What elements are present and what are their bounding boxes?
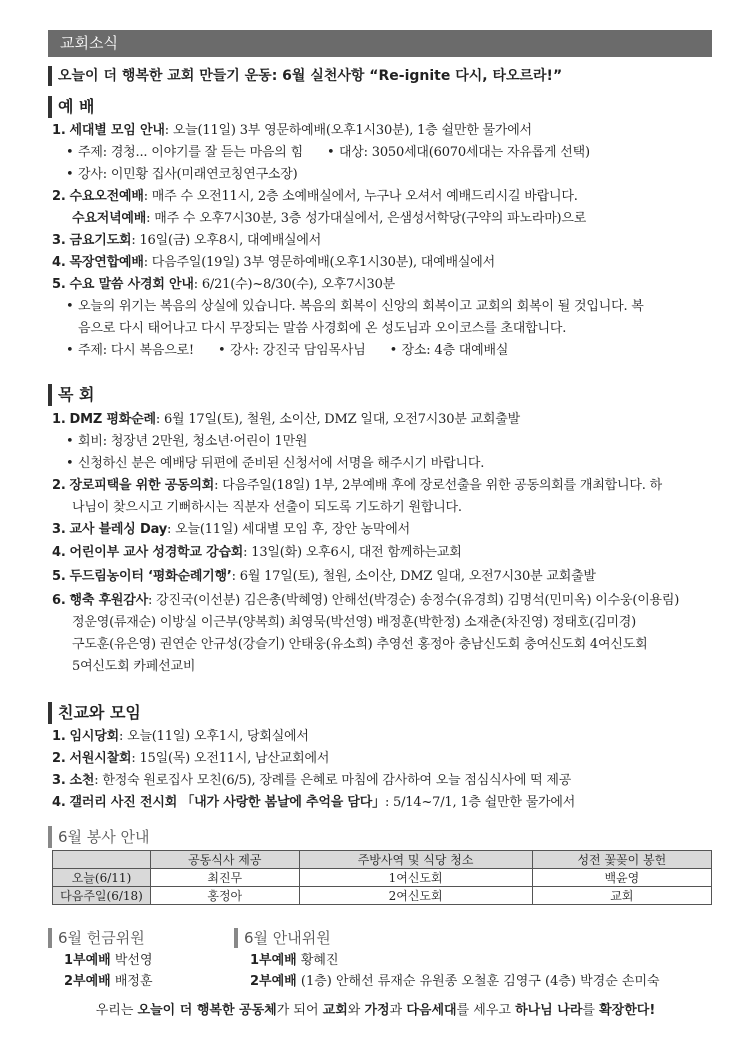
motto-emphasis: 다음세대 [406,1003,457,1018]
row-label: 1부예배 [64,953,111,968]
item-text: : 다음주일(18일) 1부, 2부예배 후에 장로선출을 위한 공동의회를 개최합니다. 하 [214,478,662,493]
worship-item-3 [52,230,716,252]
church-motto [0,1000,751,1022]
motto-emphasis: 확장한다! [599,1003,656,1018]
ministry-item-5 [52,566,716,588]
column-header: 공동식사 제공 [151,851,300,869]
item-label: 행축 후원감사 [69,593,149,608]
worship-item-1-bullets: • 주제: 경청... 이야기를 잘 듣는 마음의 힘 • 대상: 3050세대(6070세대는 자유롭게 선택) [66,145,590,160]
bullet-text: 장소: 4층 대예배실 [401,343,509,358]
motto-text: 가 되어 [276,1003,323,1018]
item-label: 세대별 모임 안내 [69,123,165,138]
church-news-header: 교회소식 [48,30,712,57]
bullet-text: 음으로 다시 태어나고 다시 무장되는 말씀 사경회에 온 성도님과 오이코스를 초대합니다. [78,321,567,336]
item-text: : 5/14~7/1, 1층 쉴만한 물가에서 [384,795,576,810]
item-label: 서원시찰회 [69,751,132,766]
worship-item-1 [52,120,716,142]
item-text: : 16일(금) 오후8시, 대예배실에서 [131,233,322,248]
service-table [52,850,712,905]
service-section-title: 6월 봉사 안내 [48,826,348,848]
row-names: 배정훈 [114,974,153,989]
ministry-item-2 [52,475,716,497]
table-header-row [53,851,712,869]
item-label: 수요저녁예배 [72,211,147,226]
item-number: 5. [52,277,66,292]
corner-cell [53,851,151,869]
item-number: 6. [52,593,66,608]
guide-committee-title: 6월 안내위원 [234,928,331,948]
bullet-text: 대상: 3050세대(6070세대는 자유롭게 선택) [338,145,590,160]
table-cell: 최진무 [151,869,300,887]
guide-row-1 [250,950,339,971]
bullet-text: 주제: 다시 복음으로! [78,343,194,358]
ministry-section-title: 목 회 [48,384,348,406]
table-cell: 교회 [532,887,711,905]
motto-text: 과 [389,1003,407,1018]
table-cell: 홍정아 [151,887,300,905]
worship-item-5 [52,274,716,296]
ministry-item-1-fee: • 회비: 청장년 2만원, 청소년·어린이 1만원 [66,434,308,449]
item-label: DMZ 평화순례 [69,412,156,427]
bullet-text: 강사: 강진국 담임목사님 [229,343,366,358]
row-label: 1부예배 [250,953,297,968]
item-text: 구도훈(유은영) 권연순 안규성(강슬기) 안태웅(유소희) 추영선 홍정아 충남신도회 충여신도회 4여신도회 [72,637,648,652]
row-names: 황혜진 [300,953,339,968]
row-label: 다음주일(6/18) [53,887,151,905]
ministry-item-6 [52,590,716,612]
item-number: 2. [52,478,66,493]
offering-committee-title: 6월 헌금위원 [48,928,145,948]
motto-emphasis: 가정 [364,1003,390,1018]
item-number: 3. [52,233,66,248]
item-text: : 한정숙 원로집사 모친(6/5), 장례를 은혜로 마침에 감사하여 오늘 점심식사에 떡 제공 [94,773,572,788]
item-text: : 매주 수 오전11시, 2층 소예배실에서, 누구나 오셔서 예배드리시길 바랍니다. [143,189,578,204]
bullet-text: 오늘의 위기는 복음의 상실에 있습니다. 복음의 회복이 신앙의 회복이고 교회의 회복이 될 것입니다. 복 [78,299,644,314]
row-names: (1층) 안해선 류재순 유원종 오철훈 김영구 (4층) 박경순 손미숙 [300,974,660,989]
item-text: : 강진국(이선분) 김은총(박혜영) 안해선(박경순) 송정수(유경희) 김명석(민미옥) 이수웅(이용림) [148,593,680,608]
item-label: 교사 블레싱 Day [69,522,168,537]
ministry-item-6-cont [52,612,736,634]
ministry-item-2-cont [52,497,736,519]
table-row [53,887,712,905]
item-label: 수요 말씀 사경회 안내 [69,277,194,292]
item-text: : 6/21(수)~8/30(수), 오후7시30분 [193,277,396,292]
fellowship-section-title: 친교와 모임 [48,702,348,724]
bullet-text: 주제: 경청... 이야기를 잘 듣는 마음의 힘 [78,145,303,160]
fellowship-item-3 [52,770,716,792]
ministry-item-4 [52,542,716,564]
motto-text: 와 [347,1003,365,1018]
offering-row-2 [64,971,153,992]
column-header: 주방사역 및 식당 청소 [299,851,532,869]
motto-text: 를 세우고 [456,1003,516,1018]
headline: 오늘이 더 행복한 교회 만들기 운동: 6월 실천사항 “Re-ignite 다시, 타오르라!” [48,66,712,86]
item-number: 3. [52,773,66,788]
ministry-item-1-signup: • 신청하신 분은 예배당 뒤편에 준비된 신청서에 서명을 해주시기 바랍니다. [66,456,485,471]
item-label: 목장연합예배 [69,255,144,270]
row-label: 2부예배 [64,974,111,989]
item-label: 갤러리 사진 전시회 「내가 사랑한 봄날에 추억을 담다」 [69,795,385,810]
ministry-item-6-cont [52,656,736,678]
bullet-text: 회비: 청장년 2만원, 청소년·어린이 1만원 [78,434,308,449]
worship-item-1-speaker: • 강사: 이민황 집사(미래연코칭연구소장) [66,167,298,182]
worship-item-5-details: • 주제: 다시 복음으로! • 강사: 강진국 담임목사님 • 장소: 4층 대예배실 [66,343,509,358]
item-text: 나님이 찾으시고 기뻐하시는 직분자 선출이 되도록 기도하기 원합니다. [72,500,462,515]
ministry-item-1 [52,409,716,431]
worship-item-4 [52,252,716,274]
item-number: 4. [52,255,66,270]
table-cell: 1여신도회 [299,869,532,887]
motto-emphasis: 오늘이 더 행복한 공동체 [137,1003,277,1018]
item-text: : 6월 17일(토), 철원, 소이산, DMZ 일대, 오전7시30분 교회출발 [231,569,596,584]
item-number: 1. [52,123,66,138]
guide-row-2 [250,971,660,992]
worship-section-title: 예 배 [48,96,348,118]
ministry-item-3 [52,519,716,541]
row-names: 박선영 [114,953,153,968]
item-text: 5여신도회 카페선교비 [72,659,196,674]
item-label: 장로피택을 위한 공동의회 [69,478,215,493]
item-label: 수요오전예배 [69,189,144,204]
bullet-text: 강사: 이민황 집사(미래연코칭연구소장) [78,167,298,182]
item-number: 2. [52,751,66,766]
worship-item-2 [52,186,716,208]
item-text: 정운영(류재순) 이방실 이근부(양복희) 최영묵(박선영) 배정훈(박한정) 소재춘(차진영) 정태호(김미경) [72,615,637,630]
motto-emphasis: 하나님 나라 [515,1003,583,1018]
bullet-text: 신청하신 분은 예배당 뒤편에 준비된 신청서에 서명을 해주시기 바랍니다. [78,456,485,471]
item-text: : 6월 17일(토), 철원, 소이산, DMZ 일대, 오전7시30분 교회출발 [155,412,520,427]
worship-item-2b [52,208,736,230]
fellowship-item-2 [52,748,716,770]
item-number: 1. [52,729,66,744]
column-header: 성전 꽃꽂이 봉헌 [532,851,711,869]
motto-text: 우리는 [95,1003,138,1018]
motto-emphasis: 교회 [322,1003,348,1018]
item-text: : 15일(목) 오전11시, 남산교회에서 [131,751,330,766]
ministry-item-6-cont [52,634,736,656]
item-number: 5. [52,569,66,584]
item-text: : 다음주일(19일) 3부 영문하예배(오후1시30분), 대예배실에서 [143,255,495,270]
item-label: 어린이부 교사 성경학교 강습회 [69,545,244,560]
item-label: 소천 [69,773,95,788]
item-label: 금요기도회 [69,233,132,248]
table-cell: 백윤영 [532,869,711,887]
item-number: 3. [52,522,66,537]
offering-row-1 [64,950,153,971]
item-number: 4. [52,795,66,810]
item-text: : 오늘(11일) 세대별 모임 후, 장안 농막에서 [167,522,410,537]
item-text: : 매주 수 오후7시30분, 3층 성가대실에서, 은샘성서학당(구약의 파노라마)으로 [146,211,587,226]
item-text: : 오늘(11일) 3부 영문하예배(오후1시30분), 1층 쉴만한 물가에서 [164,123,532,138]
item-label: 임시당회 [69,729,119,744]
item-number: 4. [52,545,66,560]
item-text: : 오늘(11일) 오후1시, 당회실에서 [118,729,309,744]
row-label: 2부예배 [250,974,297,989]
worship-item-5-desc-cont [52,318,742,340]
item-number: 2. [52,189,66,204]
fellowship-item-4 [52,792,716,814]
worship-item-5-desc: • 오늘의 위기는 복음의 상실에 있습니다. 복음의 회복이 신앙의 회복이고 교회의 회복이 될 것입니다. 복 [66,299,644,314]
item-number: 1. [52,412,66,427]
item-label: 두드림농이터 ‘평화순례기행’ [69,569,232,584]
table-row [53,869,712,887]
table-cell: 2여신도회 [299,887,532,905]
row-label: 오늘(6/11) [53,869,151,887]
motto-text: 를 [582,1003,600,1018]
fellowship-item-1 [52,726,716,748]
item-text: : 13일(화) 오후6시, 대전 함께하는교회 [243,545,462,560]
